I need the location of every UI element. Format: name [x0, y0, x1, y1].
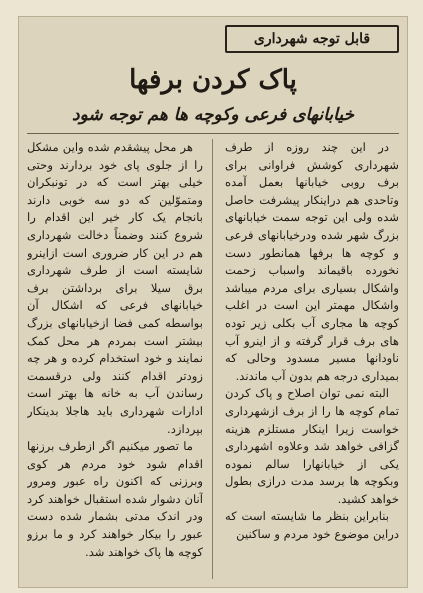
- newspaper-clipping: [18, 16, 408, 588]
- section-header-label: قابل توجه شهرداری: [253, 31, 371, 47]
- article-subtitle: خیابانهای فرعی وکوچه ها هم توجه شود: [72, 105, 354, 125]
- paragraph: بنابراین بنظر ما شایسته است که دراین موضوع خود مردم و ساکنین: [225, 509, 399, 542]
- column-divider: [212, 139, 213, 579]
- paragraph: در این چند روزه از طرف شهرداری کوشش فراوانی برای برف روبی خیابانها بعمل آمده وتاحدی هم دراینکار پیشرفت حاصل شده ولی این توجه سمت خیابانهای بزرگ شهر شده ودرخیابانهای فرعی و کوچه ها برفها همانطور دست نخورده باقیماند واسباب زحمت واشکال بسیاری برای مردم میباشد واشکال مهمتر این است در اغلب کوچه ها مجاری آب بکلی زیر توده های برف قرار گرفته و از اینرو آب ناودانها مسیر مسدود وحالی که بمیداری درجه هم بدون آب ماندند.: [225, 140, 399, 383]
- paragraph: ما تصور میکنیم اگر ازطرف برزنها اقدام شود خود مردم هر کوی وبرزنی که اکنون راه عبور ومرور آنان دشوار شده استقبال خواهند کرد ودر اندک مدتی بشمار شده دست عبور را بیکار خواهند کرد و ما برزو کوچه ها پاک خواهند شد.: [27, 439, 203, 559]
- article-title: پاک کردن برفها: [129, 65, 297, 95]
- paragraph: هر محل پیشقدم شده واین مشکل را از جلوی پای خود بردارند وحتی خیلی بهتر است که در تونبکران ومتموّلین که دو سه خوبی دارند بانجام یک کار خیر این اقدام را شروع کنند وضمناً دخالت شهرداری هم در این کار ضروری است ازاینرو شایسته است از طرف شهرداری برق سیلا برای برداشتن برف خیابانهای فرعی که اشکال آن بواسطه کمی فضا ازخیابانهای بزرگ بیشتر است بمردم هر محل کمک نمایند و خود استخدام کرده و هر چه زودتر اقدام کنند ولی درقسمت رساندن آب به خانه ها بهتر است ادارات شهرداری باید هاجلا بدینکار بپردازد.: [27, 140, 203, 436]
- paragraph: البته نمی توان اصلاح و پاک کردن تمام کوچه ها را از برف ازشهرداری خواست زیرا اینکار مستلزم هزینه گزافی خواهد شد وعلاوه اشهرداری یکی از خیابانهارا سالم نموده وبکوچه ها برسد مدت درازی بطول خواهد کشید.: [225, 386, 399, 506]
- article-column-right: [225, 139, 399, 579]
- article-column-left: [27, 139, 203, 579]
- title-rule: [27, 133, 399, 134]
- section-header: [225, 25, 399, 53]
